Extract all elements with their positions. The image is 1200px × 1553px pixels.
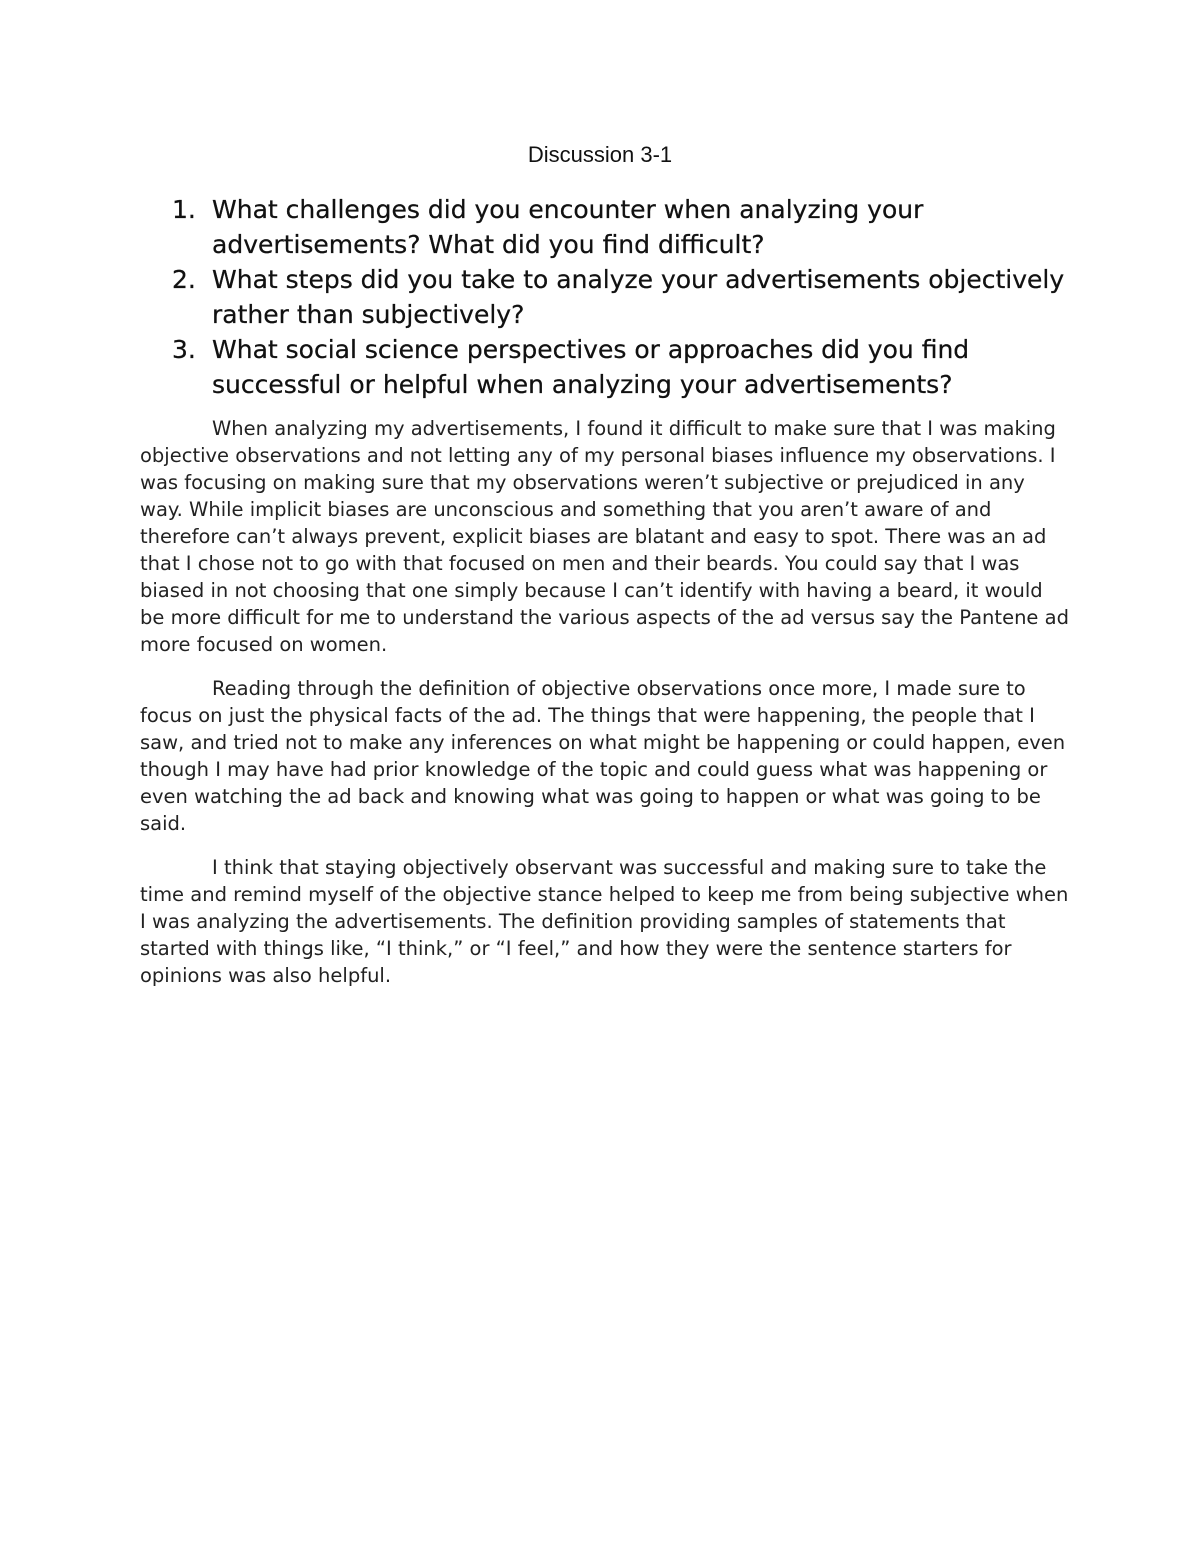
question-item-3 [140,332,1080,402]
question-number: 2. [172,265,196,294]
question-number: 1. [172,195,196,224]
question-text: What challenges did you encounter when analyzing your advertisements? What did you find difficult? [212,195,924,259]
question-text: What steps did you take to analyze your advertisements objectively rather than subjectively? [212,265,1065,329]
document-title: Discussion 3-1 [527,142,673,167]
response-body [140,415,1070,1006]
question-list [140,192,1080,402]
question-item-1 [140,192,1080,262]
response-paragraph-3: I think that staying objectively observant was successful and making sure to take the time and remind myself of the objective stance helped to keep me from being subjective when I was analyzing the advertisements. The definition providing samples of statements that started with things like, “I think,” or “I feel,” and how they were the sentence starters for opinions was also helpful. [140,856,1069,987]
question-item-2 [140,262,1080,332]
response-paragraph-2: Reading through the definition of objective observations once more, I made sure to focus on just the physical facts of the ad. The things that were happening, the people that I saw, and tried not to make any inferences on what might be happening or could happen, even though I may have had prior knowledge of the topic and could guess what was happening or even watching the ad back and knowing what was going to happen or what was going to be said. [140,677,1066,835]
question-number: 3. [172,335,196,364]
question-text: What social science perspectives or approaches did you find successful or helpful when analyzing your advertisements? [212,335,970,399]
response-paragraph-1: When analyzing my advertisements, I found it difficult to make sure that I was making objective observations and not letting any of my personal biases influence my observations. I was focusing on making sure that my observations weren’t subjective or prejudiced in any way. While implicit biases are unconscious and something that you aren’t aware of and therefore can’t always prevent, explicit biases are blatant and easy to spot. There was an ad that I chose not to go with that focused on men and their beards. You could say that I was biased in not choosing that one simply because I can’t identify with having a beard, it would be more difficult for me to understand the various aspects of the ad versus say the Pantene ad more focused on women. [140,417,1069,656]
